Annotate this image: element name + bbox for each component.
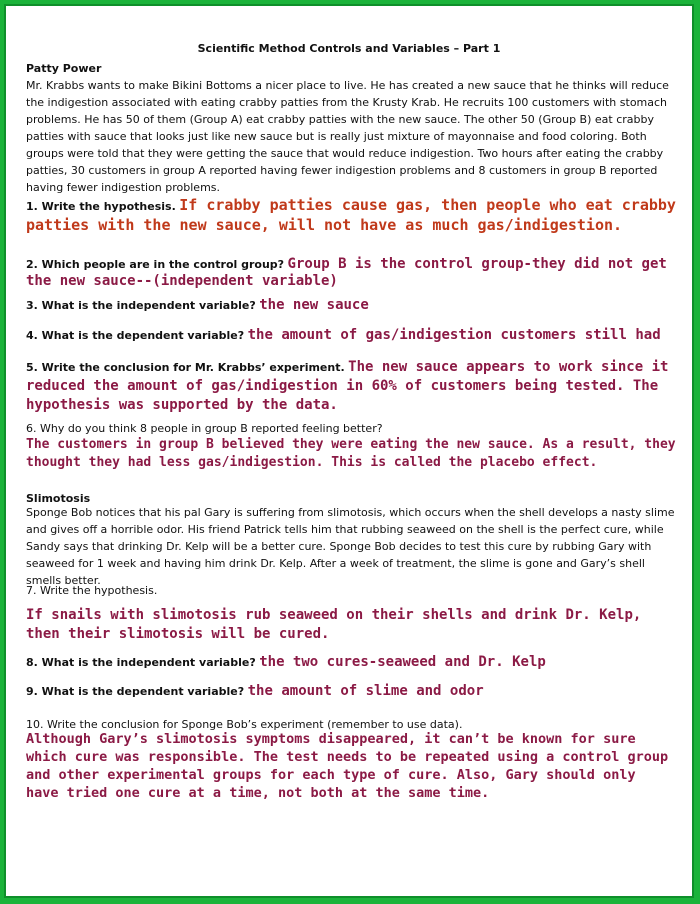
question-2-text: 2. Which people are in the control group? [26, 258, 285, 271]
question-1-answer: If crabby patties cause gas, then people who eat crabby patties with the new sauce, will not have as much gas/indigestion. [26, 196, 676, 234]
question-10-text: 10. Write the conclusion for Sponge Bob’s experiment (remember to use data). [26, 718, 463, 731]
question-6-answer: The customers in group B believed they were eating the new sauce. As a result, they thought they had less gas/indigestion. This is called the placebo effect. [26, 437, 676, 470]
page-title: Scientific Method Controls and Variables – Part 1 [197, 42, 501, 55]
question-5-answer: The new sauce appears to work since it reduced the amount of gas/indigestion in 60% of customers being tested. The hypothesis was supported by the data. [26, 359, 669, 413]
question-3 [26, 297, 676, 314]
question-7-answer: If snails with slimotosis rub seaweed on their shells and drink Dr. Kelp, then their slimotosis will be cured. [26, 607, 642, 642]
question-9-text: 9. What is the dependent variable? [26, 685, 245, 698]
question-3-text: 3. What is the independent variable? [26, 299, 256, 312]
question-9-answer: the amount of slime and odor [247, 683, 484, 699]
question-2 [26, 256, 676, 290]
question-4 [26, 327, 676, 344]
section-heading-slimotosis: Slimotosis [26, 492, 91, 505]
question-1-text: 1. Write the hypothesis. [26, 200, 176, 213]
question-6-text: 6. Why do you think 8 people in group B reported feeling better? [26, 422, 383, 435]
question-10-answer: Although Gary’s slimotosis symptoms disappeared, it can’t be known for sure which cure was responsible. The test needs to be repeated using a control group and other experimental groups for each type of cure. Also, Gary should only have tried one cure at a time, not both at the same time. [26, 731, 669, 801]
question-8 [26, 654, 676, 671]
worksheet-page [6, 6, 692, 896]
question-3-answer: the new sauce [259, 297, 369, 313]
page-frame [4, 4, 694, 898]
patty-power-paragraph: Mr. Krabbs wants to make Bikini Bottoms a nicer place to live. He has created a new sauce that he thinks will reduce the indigestion associated with eating crabby patties from the Krusty Krab. He recruits 100 customers with stomach problems. He has 50 of them (Group A) eat crabby patties with the new sauce. The other 50 (Group B) eat crabby patties with sauce that looks just like new sauce but is really just mixture of mayonnaise and food coloring. Both groups were told that they were getting the sauce that would reduce indigestion. Two hours after eating the crabby patties, 30 customers in group A reported having fewer indigestion problems and 8 customers in group B reported having fewer indigestion problems. [26, 79, 669, 194]
slimotosis-paragraph: Sponge Bob notices that his pal Gary is suffering from slimotosis, which occurs when the shell develops a nasty slime and gives off a horrible odor. His friend Patrick tells him that rubbing seaweed on the shell is the perfect cure, while Sandy says that drinking Dr. Kelp will be a better cure. Sponge Bob decides to test this cure by rubbing Gary with seaweed for 1 week and having him drink Dr. Kelp. After a week of treatment, the slime is gone and Gary’s shell smells better. [26, 506, 675, 587]
question-5-text: 5. Write the conclusion for Mr. Krabbs’ experiment. [26, 361, 345, 374]
question-8-answer: the two cures-seaweed and Dr. Kelp [259, 654, 546, 670]
question-4-text: 4. What is the dependent variable? [26, 329, 245, 342]
question-9 [26, 683, 676, 700]
question-5 [26, 358, 676, 415]
question-4-answer: the amount of gas/indigestion customers still had [247, 327, 661, 343]
question-1 [26, 196, 676, 236]
question-7-text: 7. Write the hypothesis. [26, 584, 158, 597]
section-heading-patty-power: Patty Power [26, 62, 102, 75]
question-8-text: 8. What is the independent variable? [26, 656, 256, 669]
question-2-answer: Group B is the control group-they did not get the new sauce--(independent variable) [26, 256, 667, 289]
